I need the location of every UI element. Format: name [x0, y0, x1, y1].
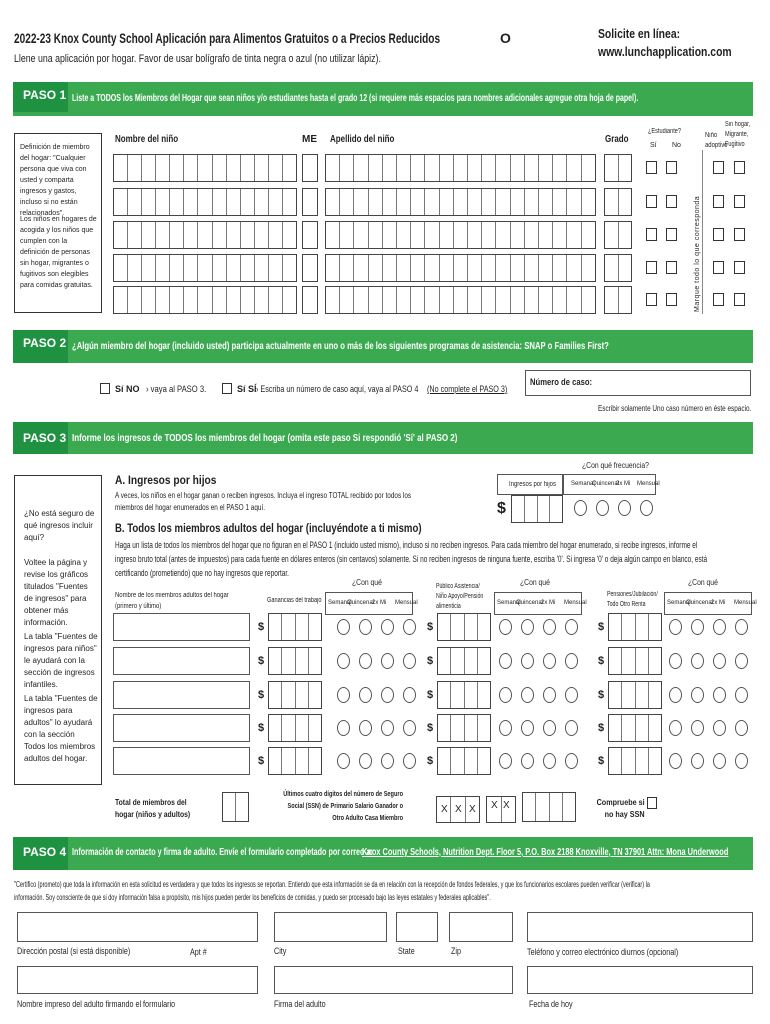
dollar-sign: $ [598, 722, 605, 734]
child-income-dollar: $ [497, 500, 506, 517]
ssn-x-4: X [491, 800, 498, 811]
work-freq-radio[interactable] [337, 687, 350, 703]
child-grade-field[interactable] [604, 154, 632, 182]
dollar-sign: $ [427, 621, 434, 633]
adult-name-field[interactable] [113, 613, 250, 641]
pension-income-field[interactable] [608, 747, 662, 775]
student-yes-label: Sí [650, 142, 657, 149]
pension-freq-radio[interactable] [669, 687, 682, 703]
city-label: City [274, 946, 287, 956]
snap-no-text: › vaya al PASO 3. [146, 384, 207, 394]
child-freq-weekly-radio[interactable] [574, 500, 587, 516]
pension-freq-label: Semanal [667, 600, 691, 606]
address-field[interactable] [17, 912, 258, 942]
work-income-field[interactable] [268, 647, 322, 675]
homeless-checkbox[interactable] [734, 161, 745, 174]
homeless-checkbox[interactable] [734, 261, 745, 274]
public-freq-radio[interactable] [499, 720, 512, 736]
pension-freq-radio[interactable] [691, 687, 704, 703]
dollar-sign: $ [258, 722, 265, 734]
paso3-tab: PASO 3 [13, 422, 68, 454]
work-freq-radio[interactable] [337, 619, 350, 635]
work-freq-radio[interactable] [381, 720, 394, 736]
col-middle-initial: ME [302, 134, 317, 145]
dollar-sign: $ [598, 655, 605, 667]
pension-freq-radio[interactable] [669, 653, 682, 669]
section-a-title: A. Ingresos por hijos [115, 473, 217, 487]
public-income-field[interactable] [437, 647, 491, 675]
snap-yes-label: Sí SÍ [237, 384, 257, 394]
signature-field[interactable] [274, 966, 513, 994]
online-url[interactable]: www.lunchapplication.com [598, 44, 732, 59]
public-freq-label: Semanal [497, 600, 521, 606]
signature-label: Firma del adulto [274, 999, 326, 1009]
child-freq-monthly-radio[interactable] [640, 500, 653, 516]
paso2-question: ¿Algún miembro del hogar (incluido usted) participa actualmente en uno o más de los siguientes programas de asistencia: SNAP o Families First? [72, 341, 609, 352]
pension-freq-radio[interactable] [735, 653, 748, 669]
adult-name-field[interactable] [113, 681, 250, 709]
ssn-x-1: X [441, 804, 448, 815]
work-freq-radio[interactable] [381, 687, 394, 703]
how-often-pension: ¿Con qué [688, 578, 718, 587]
student-yes-checkbox[interactable] [646, 228, 657, 241]
child-mi-field[interactable] [302, 188, 318, 216]
public-income-field[interactable] [437, 613, 491, 641]
adult-name-field[interactable] [113, 747, 250, 775]
work-freq-radio[interactable] [359, 687, 372, 703]
work-freq-radio[interactable] [359, 753, 372, 769]
public-income-field[interactable] [437, 714, 491, 742]
col-child-name: Nombre del niño [115, 134, 179, 145]
section-b-text-2: ingreso bruto total (antes de impuestos) para cada fuente en dólares enteros (sin centavos) solamente. Si no reciben ingresos de ninguna fuente, escriba '0'. Si ingresa '0' o deja algún campo en blanco, está [115, 554, 708, 564]
work-freq-radio[interactable] [359, 619, 372, 635]
office-use-mark: O [500, 30, 511, 46]
public-freq-label: 2x Mi [541, 600, 556, 606]
work-freq-radio[interactable] [381, 653, 394, 669]
pension-freq-radio[interactable] [735, 720, 748, 736]
child-last-name-field[interactable] [325, 286, 596, 314]
work-freq-radio[interactable] [403, 619, 416, 635]
col-adult-name: Nombre de los miembros adultos del hogar (primero y último) [115, 592, 229, 610]
checkbox-group-divider [702, 150, 703, 314]
section-b-text-3: certificando (prometiendo) que no hay ingresos que reportar. [115, 568, 289, 578]
date-field[interactable] [527, 966, 753, 994]
adult-name-field[interactable] [113, 714, 250, 742]
homeless-checkbox[interactable] [734, 293, 745, 306]
dollar-sign: $ [258, 755, 265, 767]
child-first-name-field[interactable] [113, 221, 297, 249]
child-grade-field[interactable] [604, 254, 632, 282]
student-no-checkbox[interactable] [666, 293, 677, 306]
public-freq-label: Quincenal [516, 600, 544, 606]
section-a-text: A veces, los niños en el hogar ganan o reciben ingresos. Incluya el ingreso TOTAL recibido por todos los miembros del hogar enumerados en el PASO 1 aquí. [115, 491, 412, 512]
case-number-label: Número de caso: [530, 377, 593, 387]
pension-freq-radio[interactable] [713, 720, 726, 736]
work-freq-label: Quincenal [347, 600, 375, 606]
child-last-name-field[interactable] [325, 188, 596, 216]
pension-freq-radio[interactable] [735, 687, 748, 703]
work-income-field[interactable] [268, 613, 322, 641]
student-no-label: No [672, 142, 681, 149]
pension-freq-radio[interactable] [669, 619, 682, 635]
income-unsure-note: ¿No está seguro de qué ingresos incluir aquí? [24, 509, 95, 542]
ssn-last-four-field[interactable] [522, 792, 576, 822]
paso1-tab: PASO 1 [13, 82, 68, 112]
apt-label: Apt # [190, 947, 207, 957]
address-label: Dirección postal (si está disponible) [17, 946, 131, 956]
homeless-checkbox[interactable] [734, 195, 745, 208]
work-freq-label: Semanal [328, 600, 352, 606]
pension-freq-radio[interactable] [713, 753, 726, 769]
col-work-earnings: Ganancias del trabajo [267, 597, 322, 604]
date-label: Fecha de hoy [529, 999, 573, 1009]
pension-freq-radio[interactable] [691, 720, 704, 736]
public-freq-radio[interactable] [499, 753, 512, 769]
zip-label: Zip [451, 946, 462, 956]
public-freq-radio[interactable] [543, 720, 556, 736]
pension-income-field[interactable] [608, 613, 662, 641]
public-freq-radio[interactable] [521, 653, 534, 669]
pension-freq-radio[interactable] [691, 619, 704, 635]
foster-checkbox[interactable] [713, 228, 724, 241]
how-often-work: ¿Con qué [352, 578, 382, 587]
work-freq-radio[interactable] [337, 720, 350, 736]
dollar-sign: $ [427, 689, 434, 701]
work-freq-radio[interactable] [381, 753, 394, 769]
paso2-tab: PASO 2 [13, 330, 68, 363]
public-freq-radio[interactable] [565, 720, 578, 736]
household-member-definition: Definición de miembro del hogar: "Cualquier persona que viva con usted y comparta ingresos y gastos, incluso si no están relacionados". [20, 144, 90, 217]
child-freq-monthly: Mensual [637, 481, 660, 487]
pension-freq-radio[interactable] [713, 619, 726, 635]
work-freq-radio[interactable] [403, 687, 416, 703]
work-freq-radio[interactable] [337, 753, 350, 769]
child-mi-field[interactable] [302, 221, 318, 249]
dollar-sign: $ [258, 621, 265, 633]
dollar-sign: $ [598, 755, 605, 767]
ssn-x-3: X [469, 804, 476, 815]
ssn-x-5: X [503, 800, 510, 811]
pension-freq-radio[interactable] [713, 687, 726, 703]
pension-freq-label: Quincenal [686, 600, 714, 606]
adult-name-field[interactable] [113, 647, 250, 675]
child-freq-twice: 2x Mi [616, 481, 631, 487]
child-freq-twice-radio[interactable] [618, 500, 631, 516]
public-freq-radio[interactable] [565, 619, 578, 635]
phone-field[interactable] [527, 912, 753, 942]
child-first-name-field[interactable] [113, 188, 297, 216]
check-all-note: Marque todo lo que corresponda [694, 195, 701, 312]
snap-yes-checkbox[interactable] [222, 383, 232, 394]
col-foster: Niño adoptivo [705, 132, 728, 149]
pension-freq-radio[interactable] [669, 720, 682, 736]
ssn-x-2: X [455, 804, 462, 815]
state-label: State [398, 946, 415, 956]
pension-freq-radio[interactable] [735, 753, 748, 769]
ssn-label: Últimos cuatro dígitos del número de Seguro Social (SSN) de Primario Salario Ganador o Otro Adulto Casa Miembro [283, 791, 403, 822]
total-members-label: Total de miembros del hogar (niños y adultos) [115, 798, 191, 819]
form-title: 2022-23 Knox County School Aplicación para Alimentos Gratuitos o a Precios Reducidos [14, 30, 441, 46]
public-freq-radio[interactable] [543, 653, 556, 669]
how-often-public: ¿Con qué [520, 578, 550, 587]
public-freq-radio[interactable] [543, 753, 556, 769]
work-freq-label: 2x Mi [372, 600, 387, 606]
public-freq-radio[interactable] [565, 753, 578, 769]
child-grade-field[interactable] [604, 286, 632, 314]
public-freq-radio[interactable] [521, 720, 534, 736]
student-no-checkbox[interactable] [666, 261, 677, 274]
no-ssn-label: Compruebe si no hay SSN [596, 798, 645, 819]
child-grade-field[interactable] [604, 188, 632, 216]
child-freq-weekly: Semanal [571, 481, 595, 487]
pension-freq-radio[interactable] [691, 753, 704, 769]
public-freq-label: Mensual [564, 600, 587, 606]
pension-freq-radio[interactable] [669, 753, 682, 769]
col-grade: Grado [605, 134, 629, 145]
work-income-field[interactable] [268, 747, 322, 775]
pension-income-field[interactable] [608, 714, 662, 742]
no-ssn-checkbox[interactable] [647, 797, 657, 809]
work-freq-radio[interactable] [403, 753, 416, 769]
pension-income-field[interactable] [608, 681, 662, 709]
pension-freq-radio[interactable] [691, 653, 704, 669]
phone-label: Teléfono y correo electrónico diurnos (opcional) [527, 947, 679, 957]
paso3-instruction: Informe los ingresos de TODOS los miembros del hogar (omita este paso Si respondió 'Sí' al PASO 2) [72, 433, 458, 444]
public-freq-radio[interactable] [499, 619, 512, 635]
dollar-sign: $ [598, 621, 605, 633]
public-freq-radio[interactable] [565, 687, 578, 703]
child-freq-biweekly-radio[interactable] [596, 500, 609, 516]
public-freq-radio[interactable] [499, 687, 512, 703]
work-freq-radio[interactable] [381, 619, 394, 635]
mailing-address: Knox County Schools, Nutrition Dept. Floor 5, P.O. Box 2188 Knoxville, TN 37901 Attn: Mona Underwood [362, 847, 729, 858]
pension-freq-label: Mensual [734, 600, 757, 606]
foster-checkbox[interactable] [713, 195, 724, 208]
public-freq-radio[interactable] [543, 687, 556, 703]
work-freq-radio[interactable] [403, 720, 416, 736]
student-yes-checkbox[interactable] [646, 161, 657, 174]
public-freq-radio[interactable] [565, 653, 578, 669]
section-b-text-1: Haga un lista de todos los miembros del hogar que no figuran en el PASO 1 (incluido usted mismo), incluso si no reciben ingresos. Para cada miembro del hogar enumerado, si recibe ingresos, informe el [115, 540, 698, 550]
paso4-instruction: Información de contacto y firma de adulto. Envíe el formulario completado por correo a: [72, 847, 373, 858]
public-income-field[interactable] [437, 681, 491, 709]
public-income-field[interactable] [437, 747, 491, 775]
child-last-name-field[interactable] [325, 221, 596, 249]
work-freq-radio[interactable] [403, 653, 416, 669]
child-first-name-field[interactable] [113, 286, 297, 314]
pension-freq-radio[interactable] [735, 619, 748, 635]
paso4-tab: PASO 4 [13, 837, 68, 870]
child-income-label: Ingresos por hijos [509, 481, 556, 488]
student-no-checkbox[interactable] [666, 228, 677, 241]
student-yes-checkbox[interactable] [646, 195, 657, 208]
dollar-sign: $ [427, 755, 434, 767]
online-label: Solicite en línea: [598, 26, 681, 41]
work-freq-label: Mensual [395, 600, 418, 606]
pension-freq-radio[interactable] [713, 653, 726, 669]
student-yes-checkbox[interactable] [646, 293, 657, 306]
snap-no-checkbox[interactable] [100, 383, 110, 394]
child-last-name-field[interactable] [325, 254, 596, 282]
total-members-field[interactable] [222, 792, 249, 822]
student-no-checkbox[interactable] [666, 161, 677, 174]
dollar-sign: $ [427, 655, 434, 667]
public-freq-radio[interactable] [543, 619, 556, 635]
pension-income-field[interactable] [608, 647, 662, 675]
child-income-field[interactable] [511, 495, 563, 523]
section-b-title: B. Todos los miembros adultos del hogar (incluyéndote a ti mismo) [115, 521, 422, 535]
dollar-sign: $ [258, 689, 265, 701]
work-income-field[interactable] [268, 714, 322, 742]
work-freq-radio[interactable] [337, 653, 350, 669]
student-yes-checkbox[interactable] [646, 261, 657, 274]
snap-yes-note: (No complete el PASO 3) [427, 384, 508, 394]
certification-line-1: "Certifico (prometo) que toda la información en esta solicitud es verdadera y que todos los ingresos se reportan. Entiendo que esta información se da en relación con la recepción de fondos federales, y que los funcionarios escolares pueden verificar (verificar) la [14, 880, 650, 889]
state-field[interactable] [396, 912, 438, 942]
public-freq-radio[interactable] [521, 687, 534, 703]
public-freq-radio[interactable] [521, 753, 534, 769]
work-freq-radio[interactable] [359, 653, 372, 669]
certification-line-2: información. Soy consciente de que si doy información falsa a propósito, mis hijos pueden perder los beneficios de comidas, y puedo ser procesado bajo las leyes estatales y federales aplicables". [14, 893, 491, 902]
printed-name-field[interactable] [17, 966, 258, 994]
col-homeless: Sin hogar, Migrante, Fugitivo [725, 121, 751, 148]
child-freq-biweekly: Quincenal [592, 481, 620, 487]
flip-page-note: Voltee la página y revise los gráficos titulados "Fuentes de ingresos" para obtener más información. [24, 558, 89, 627]
student-no-checkbox[interactable] [666, 195, 677, 208]
col-pension: Pensiones/Jubilación/ Todo Otro Renta [607, 591, 658, 608]
child-mi-field[interactable] [302, 254, 318, 282]
child-last-name-field[interactable] [325, 154, 596, 182]
child-mi-field[interactable] [302, 286, 318, 314]
dollar-sign: $ [427, 722, 434, 734]
dollar-sign: $ [258, 655, 265, 667]
work-income-field[interactable] [268, 681, 322, 709]
foster-checkbox[interactable] [713, 161, 724, 174]
child-first-name-field[interactable] [113, 154, 297, 182]
case-number-note: Escribir solamente Uno caso número en éste espacio. [598, 404, 752, 413]
children-chart-note: La tabla "Fuentes de ingresos para niños" le ayudará con la sección de ingresos infantiles. [24, 632, 98, 689]
foster-checkbox[interactable] [713, 261, 724, 274]
pension-freq-label: 2x Mi [711, 600, 726, 606]
public-freq-radio[interactable] [499, 653, 512, 669]
dollar-sign: $ [598, 689, 605, 701]
foster-checkbox[interactable] [713, 293, 724, 306]
child-grade-field[interactable] [604, 221, 632, 249]
paso1-instruction: Liste a TODOS los Miembros del Hogar que sean niños y/o estudiantes hasta el grado 12 (si requiere más espacios para nombres adicionales agregue otra hoja de papel). [72, 93, 639, 104]
col-public-assistance: Público Asistencia/ Niño Apoyo/Pensión alimenticia [436, 583, 484, 610]
col-student: ¿Estudiante? [648, 128, 681, 135]
child-first-name-field[interactable] [113, 254, 297, 282]
adults-chart-note: La tabla "Fuentes de ingresos para adultos" lo ayudará con la sección Todos los miembros adultos del hogar. [24, 694, 98, 763]
city-field[interactable] [274, 912, 387, 942]
col-last-name: Apellido del niño [330, 134, 395, 145]
homeless-checkbox[interactable] [734, 228, 745, 241]
form-subtitle: Llene una aplicación por hogar. Favor de usar bolígrafo de tinta negra o azul (no utilizar lápiz). [14, 53, 381, 65]
snap-no-label: Sí NO [115, 384, 140, 394]
printed-name-label: Nombre impreso del adulto firmando el formulario [17, 999, 176, 1009]
snap-yes-text: › Escriba un número de caso aquí, vaya al PASO 4 [256, 384, 419, 394]
zip-field[interactable] [449, 912, 513, 942]
child-mi-field[interactable] [302, 154, 318, 182]
work-freq-radio[interactable] [359, 720, 372, 736]
how-often-label: ¿Con qué frecuencia? [582, 461, 649, 470]
foster-eligibility-note: Los niños en hogares de acogida y los niños que cumplen con la definición de personas sin hogar, migrantes o fugitivos son elegibles para comidas gratuitas. [20, 216, 97, 289]
public-freq-radio[interactable] [521, 619, 534, 635]
